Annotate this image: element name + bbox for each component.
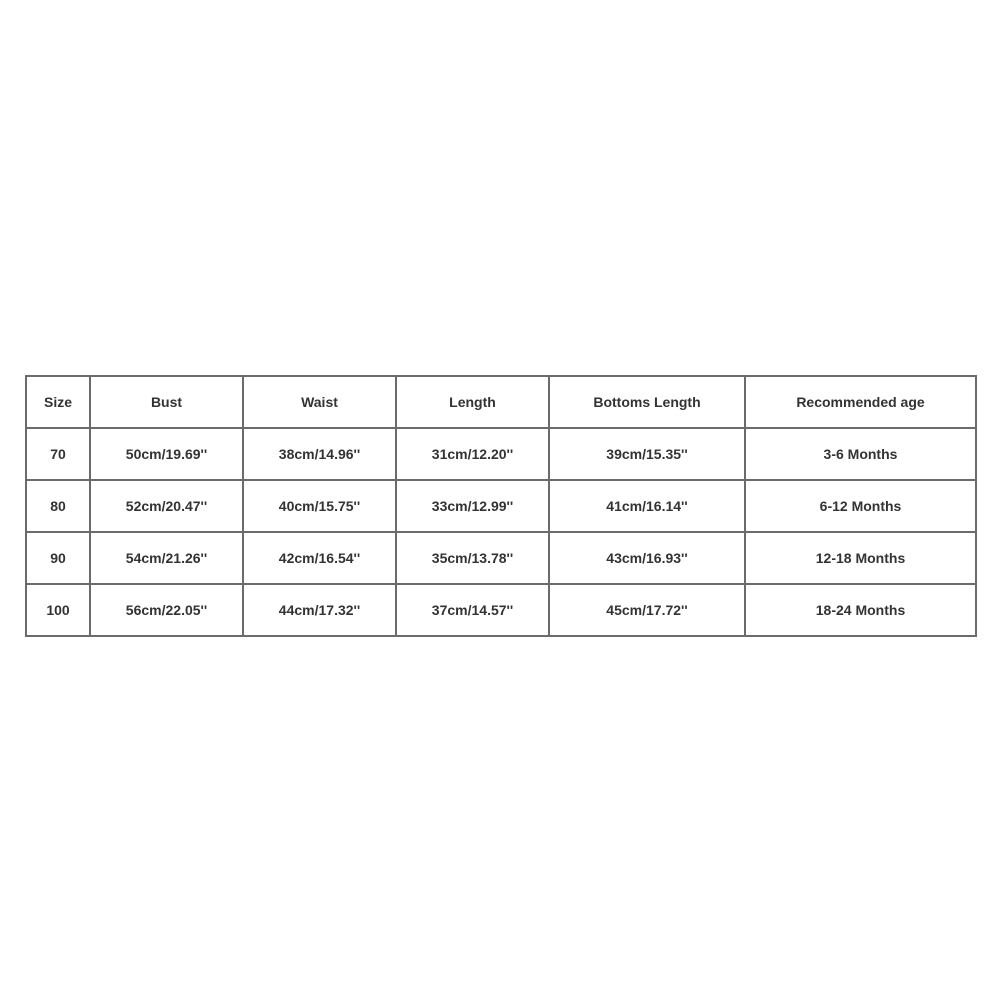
cell-size: 80 xyxy=(26,480,90,532)
table-row xyxy=(26,532,976,584)
cell-waist: 42cm/16.54'' xyxy=(243,532,396,584)
header-size: Size xyxy=(26,376,90,428)
header-length: Length xyxy=(396,376,549,428)
cell-length: 37cm/14.57'' xyxy=(396,584,549,636)
cell-bottoms-length: 41cm/16.14'' xyxy=(549,480,745,532)
cell-bust: 52cm/20.47'' xyxy=(90,480,243,532)
cell-size: 100 xyxy=(26,584,90,636)
cell-length: 31cm/12.20'' xyxy=(396,428,549,480)
size-chart-table xyxy=(25,375,977,637)
cell-bust: 50cm/19.69'' xyxy=(90,428,243,480)
cell-waist: 38cm/14.96'' xyxy=(243,428,396,480)
cell-recommended-age: 18-24 Months xyxy=(745,584,976,636)
table-header-row xyxy=(26,376,976,428)
header-recommended-age: Recommended age xyxy=(745,376,976,428)
cell-bottoms-length: 45cm/17.72'' xyxy=(549,584,745,636)
cell-bust: 54cm/21.26'' xyxy=(90,532,243,584)
cell-waist: 44cm/17.32'' xyxy=(243,584,396,636)
cell-bottoms-length: 39cm/15.35'' xyxy=(549,428,745,480)
cell-length: 33cm/12.99'' xyxy=(396,480,549,532)
table-row xyxy=(26,428,976,480)
header-bust: Bust xyxy=(90,376,243,428)
header-waist: Waist xyxy=(243,376,396,428)
table-row xyxy=(26,480,976,532)
cell-bust: 56cm/22.05'' xyxy=(90,584,243,636)
header-bottoms-length: Bottoms Length xyxy=(549,376,745,428)
cell-waist: 40cm/15.75'' xyxy=(243,480,396,532)
cell-recommended-age: 12-18 Months xyxy=(745,532,976,584)
cell-length: 35cm/13.78'' xyxy=(396,532,549,584)
cell-size: 70 xyxy=(26,428,90,480)
cell-bottoms-length: 43cm/16.93'' xyxy=(549,532,745,584)
cell-recommended-age: 3-6 Months xyxy=(745,428,976,480)
cell-size: 90 xyxy=(26,532,90,584)
table-row xyxy=(26,584,976,636)
cell-recommended-age: 6-12 Months xyxy=(745,480,976,532)
